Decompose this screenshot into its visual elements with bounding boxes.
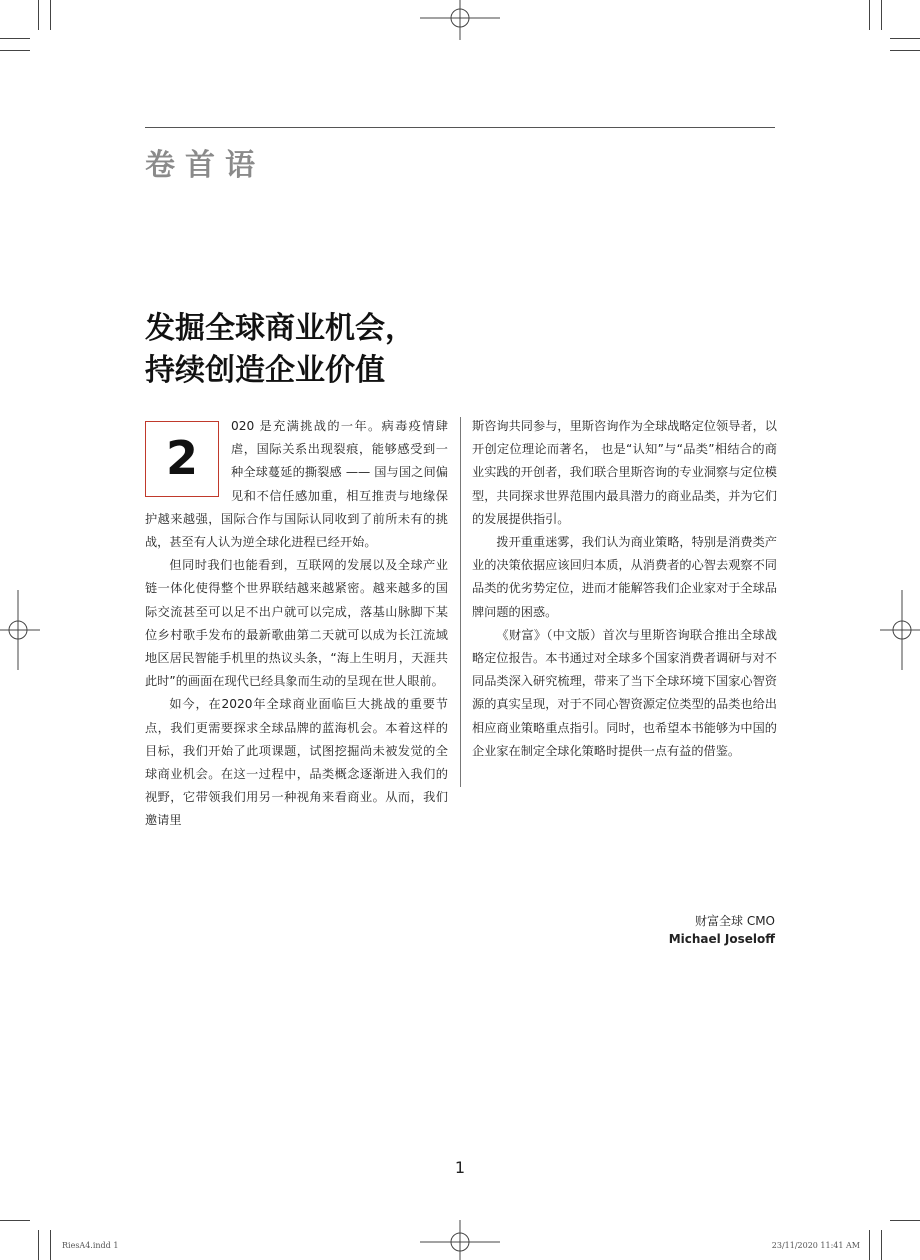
crop-mark bbox=[0, 1220, 30, 1221]
headline bbox=[145, 308, 415, 392]
paragraph: 如今，在2020年全球商业面临巨大挑战的重要节点，我们更需要探求全球品牌的蓝海机会。本着这样的目标，我们开始了此项课题，试图挖掘尚未被发觉的全球商业机会。在这一过程中，品类概念逐渐进入我们的视野，它带领我们用另一种视角来看商业。从而，我们邀请里 bbox=[145, 697, 448, 828]
signature-title: 财富全球 CMO bbox=[695, 914, 775, 928]
signature bbox=[669, 912, 775, 948]
paragraph: 020 是充满挑战的一年。病毒疫情肆虐，国际关系出现裂痕，能够感受到一种全球蔓延的撕裂感 —— 国与国之间偏见和不信任感加重，相互推责与地缘保护越来越强，国际合作与国际认同收到了前所未有的挑战，甚至有人认为逆全球化进程已经开始。 bbox=[145, 419, 448, 550]
registration-mark-left bbox=[0, 590, 40, 670]
registration-mark-bottom bbox=[420, 1220, 500, 1260]
crop-mark bbox=[890, 50, 920, 51]
drop-cap: 2 bbox=[145, 421, 219, 497]
crop-mark bbox=[869, 1230, 870, 1260]
right-column bbox=[472, 415, 777, 763]
signature-name: Michael Joseloff bbox=[668, 932, 775, 946]
crop-mark bbox=[890, 1220, 920, 1221]
crop-mark bbox=[881, 0, 882, 30]
slug-timestamp: 23/11/2020 11:41 AM bbox=[771, 1241, 860, 1250]
registration-mark-top bbox=[420, 0, 500, 40]
paragraph: 但同时我们也能看到，互联网的发展以及全球产业链一体化使得整个世界联结越来越紧密。越来越多的国际交流甚至可以足不出户就可以完成，落基山脉脚下某位乡村歌手发布的最新歌曲第二天就可以成为长江流域地区居民智能手机里的热议头条，“海上生明月，天涯共此时”的画面在现代已经具象而生动的呈现在世人眼前。 bbox=[145, 558, 448, 689]
headline-line-2: 持续创造企业价值 bbox=[145, 353, 385, 388]
paragraph: 《财富》（中文版）首次与里斯咨询联合推出全球战略定位报告。本书通过对全球多个国家消费者调研与对不同品类深入研究梳理，带来了当下全球环境下国家心智资源的真实呈现，对于不同心智资源定位类型的品类也给出相应商业策略重点指引。同时，也希望本书能够为中国的企业家在制定全球化策略时提供一点有益的借鉴。 bbox=[472, 627, 777, 758]
top-rule bbox=[145, 127, 775, 128]
crop-mark bbox=[869, 0, 870, 30]
section-title: 卷首语 bbox=[145, 148, 265, 183]
crop-mark bbox=[50, 0, 51, 30]
crop-mark bbox=[890, 38, 920, 39]
crop-mark bbox=[38, 1230, 39, 1260]
paragraph: 拨开重重迷雾，我们认为商业策略，特别是消费类产业的决策依据应该回归本质，从消费者的心智去观察不同品类的优劣势定位，进而才能解答我们企业家对于全球品牌问题的困惑。 bbox=[472, 535, 777, 619]
registration-mark-right bbox=[880, 590, 920, 670]
slug-filename: RiesA4.indd 1 bbox=[62, 1241, 119, 1250]
left-column bbox=[145, 415, 448, 833]
crop-mark bbox=[881, 1230, 882, 1260]
crop-mark bbox=[0, 38, 30, 39]
crop-mark bbox=[0, 50, 30, 51]
paragraph: 斯咨询共同参与，里斯咨询作为全球战略定位领导者，以开创定位理论而著名， 也是“认知”与“品类”相结合的商业实践的开创者，我们联合里斯咨询的专业洞察与定位模型，共同探求世界范围内最具潜力的商业品类，并为它们的发展提供指引。 bbox=[472, 419, 777, 526]
crop-mark bbox=[38, 0, 39, 30]
article-body bbox=[145, 415, 777, 828]
headline-line-1: 发掘全球商业机会， bbox=[145, 311, 415, 346]
column-divider bbox=[460, 417, 461, 787]
crop-mark bbox=[50, 1230, 51, 1260]
page-number: 1 bbox=[454, 1158, 466, 1177]
